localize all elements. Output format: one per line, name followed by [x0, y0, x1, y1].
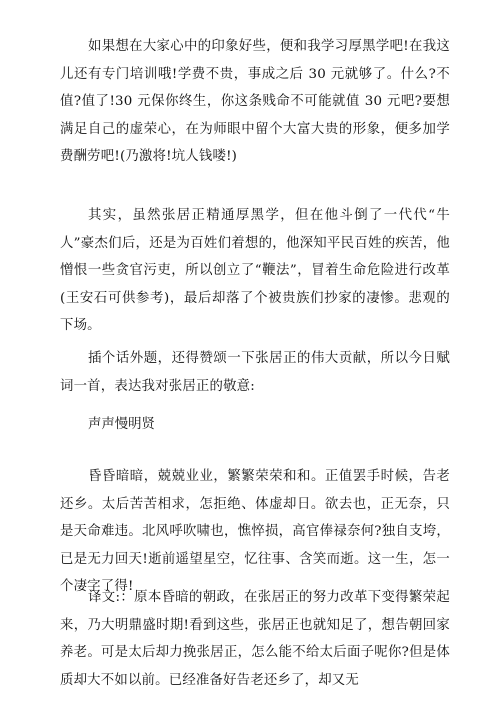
paragraph-2: 其实，虽然张居正精通厚黑学，但在他斗倒了一代代“牛人”豪杰们后，还是为百姓们着想的，他深知平民百姓的疾苦，他憎恨一些贪官污吏，所以创立了“鞭法”，冒着生命危险进行改革(王安石可供参考)，最后却落了个被贵族们抄家的凄惨。悲观的下场。	[60, 208, 450, 333]
poem-title: 声声慢明贤	[88, 417, 155, 432]
paragraph-3: 插个话外题，还得赞颂一下张居正的伟大贡献，所以今日赋词一首，表达我对张居正的敬意:	[60, 351, 450, 394]
paragraph-1: 如果想在大家心中的印象好些，便和我学习厚黑学吧!在我这儿还有专门培训哦!学费不贵，事成之后 30 元就够了。什么?不值?值了!30 元保你终生，你这条贱命不可能就值 30 元吧?要想满足自己的虚荣心，在为师眼中留个大富大贵的形象，便多加学费酬劳吧!(乃激将!坑人钱喽!)	[60, 39, 450, 164]
poem-body: 昏昏暗暗，兢兢业业，繁繁荣荣和和。正值罢手时候，告老还乡。太后苦苦相求，怎拒绝、体虚却日。欲去也，正无奈，只是天命难违。北风呼吹啸也，憔悴损，高官俸禄奈何?独自支垮，已是无力回天!逝前遥望星空，忆往事、含笑而逝。这一生，怎一个凄字了得!	[60, 469, 450, 594]
translation-paragraph: 译文:：原本昏暗的朝政，在张居正的努力改革下变得繁荣起来，乃大明鼎盛时期!看到这些，张居正也就知足了，想告朝回家养老。可是太后却力挽张居正，怎么能不给太后面子呢你?但是体质却大不如以前。已经准备好告老还乡了，却又无	[60, 590, 450, 688]
